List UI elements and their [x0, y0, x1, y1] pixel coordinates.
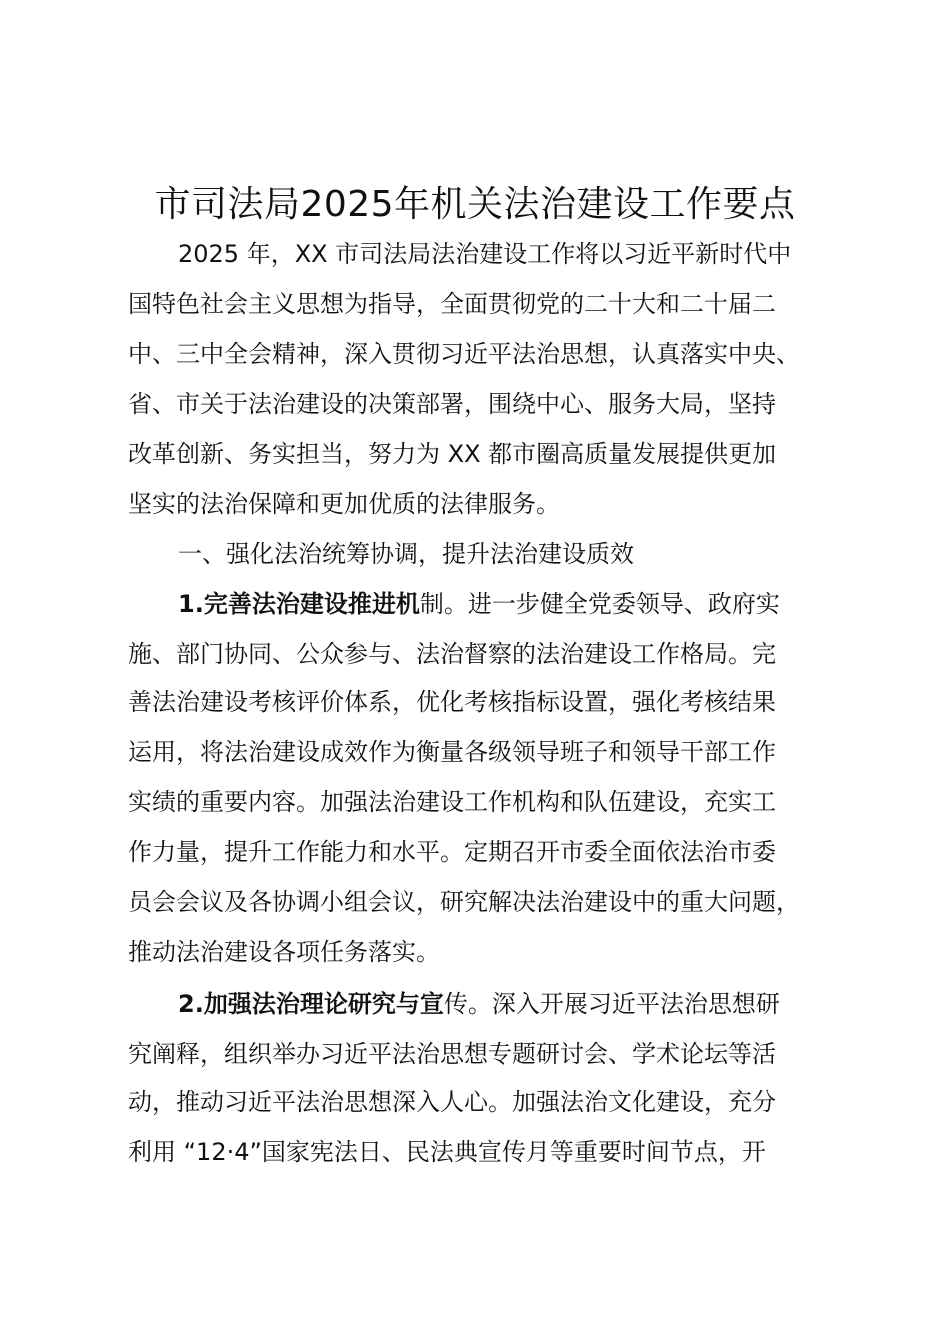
item-1-line-2: 施、部门协同、公众参与、法治督察的法治建设工作格局。完 [128, 640, 776, 668]
intro-line-4: 省、市关于法治建设的决策部署，围绕中心、服务大局，坚持 [128, 390, 776, 418]
item-1-line-7: 员会会议及各协调小组会议，研究解决法治建设中的重大问题， [128, 888, 800, 916]
item-1-first-line [178, 588, 780, 620]
document-title: 市司法局2025年机关法治建设工作要点 [154, 184, 796, 225]
item-2-bold-heading: 2.加强法治理论研究与宣 [178, 990, 444, 1018]
intro-line-2: 国特色社会主义思想为指导，全面贯彻党的二十大和二十届二 [128, 290, 776, 318]
intro-line-6: 坚实的法治保障和更加优质的法律服务。 [128, 490, 560, 518]
item-1-first-line-text: 制。进一步健全党委领导、政府实 [419, 590, 780, 618]
section-heading-1: 一、强化法治统筹协调，提升法治建设质效 [178, 540, 634, 568]
item-2-first-line [178, 988, 780, 1020]
item-1-line-4: 运用，将法治建设成效作为衡量各级领导班子和领导干部工作 [128, 738, 776, 766]
item-2-line-4: 利用 “12·4”国家宪法日、民法典宣传月等重要时间节点，开 [128, 1138, 766, 1166]
intro-line-5: 改革创新、务实担当，努力为 XX 都市圈高质量发展提供更加 [128, 440, 777, 468]
item-2-line-2: 究阐释，组织举办习近平法治思想专题研讨会、学术论坛等活 [128, 1040, 776, 1068]
item-1-bold-heading: 1.完善法治建设推进机 [178, 590, 420, 618]
item-2-first-line-text: 传。深入开展习近平法治思想研 [443, 990, 780, 1018]
item-1-line-3: 善法治建设考核评价体系，优化考核指标设置，强化考核结果 [128, 688, 776, 716]
item-2-line-3: 动，推动习近平法治思想深入人心。加强法治文化建设，充分 [128, 1088, 776, 1116]
intro-line-3: 中、三中全会精神，深入贯彻习近平法治思想，认真落实中央、 [128, 340, 800, 368]
item-1-line-6: 作力量，提升工作能力和水平。定期召开市委全面依法治市委 [128, 838, 776, 866]
intro-line-1: 2025 年，XX 市司法局法治建设工作将以习近平新时代中 [178, 240, 792, 268]
item-1-line-5: 实绩的重要内容。加强法治建设工作机构和队伍建设，充实工 [128, 788, 776, 816]
item-1-line-8: 推动法治建设各项任务落实。 [128, 938, 440, 966]
